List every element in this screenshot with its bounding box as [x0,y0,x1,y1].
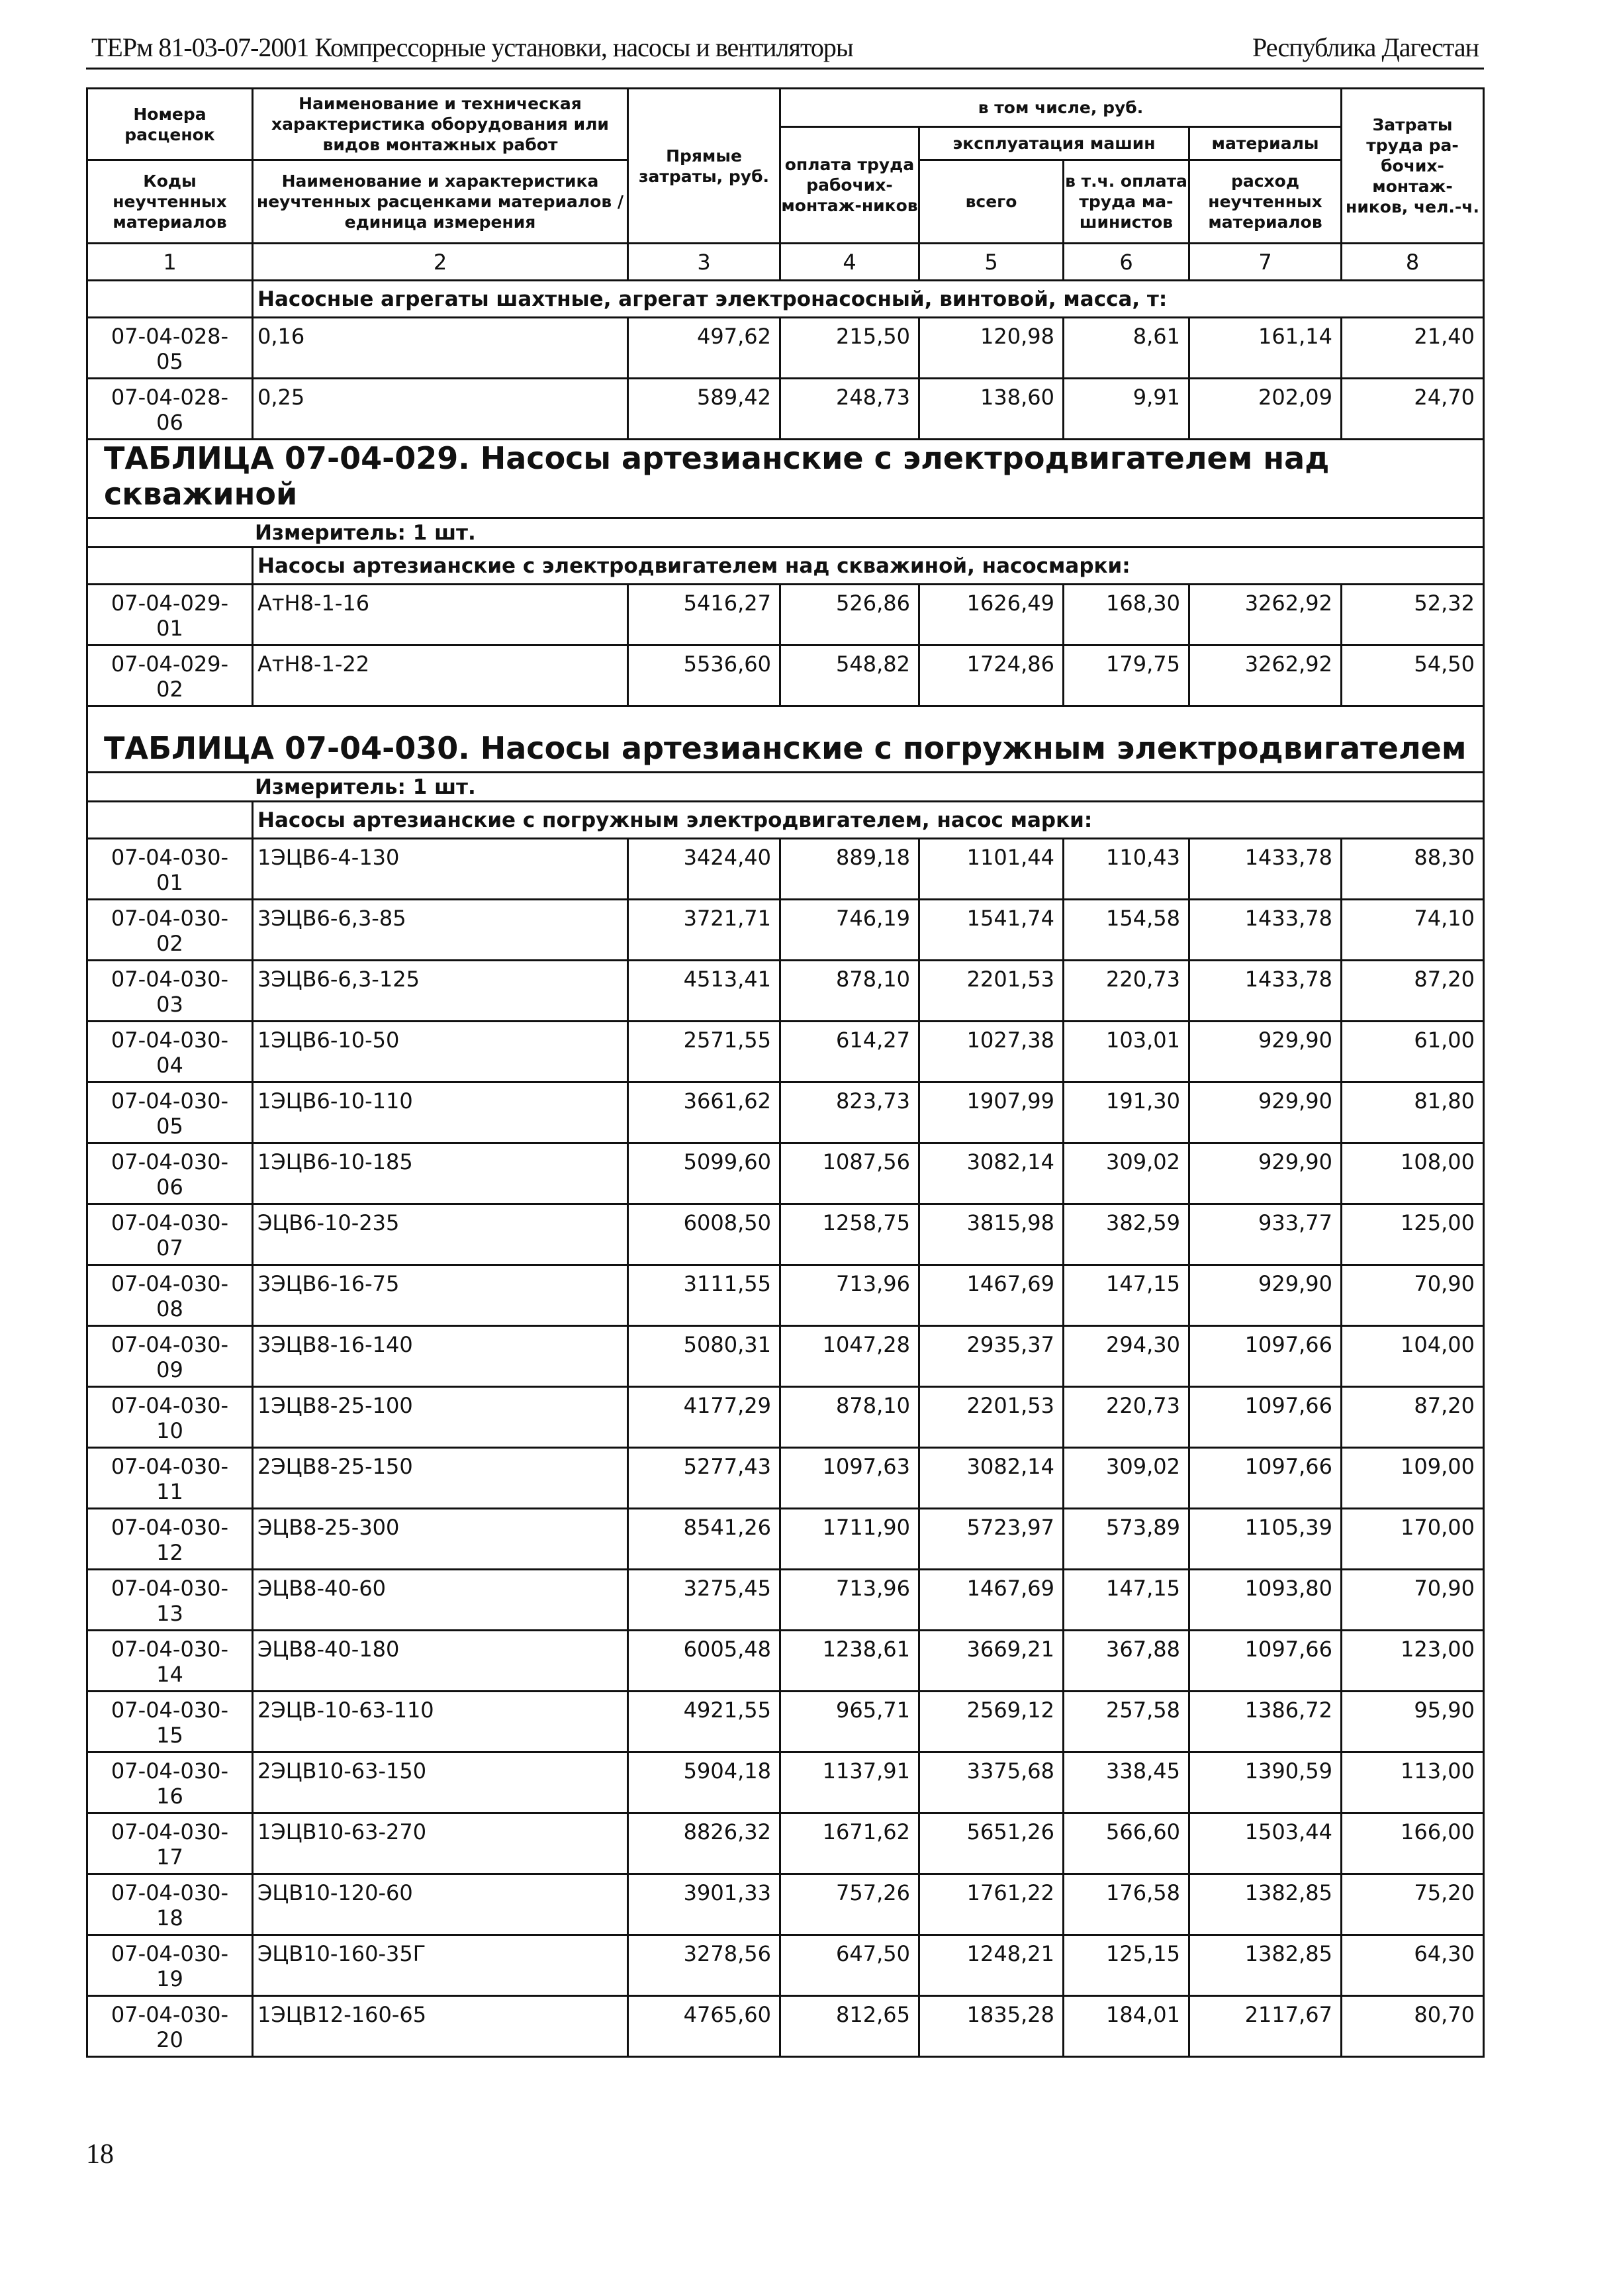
equipment-name: ЭЦВ10-160-35Г [253,1935,628,1996]
direct-costs: 4177,29 [628,1387,780,1448]
labor-hours: 70,90 [1342,1570,1484,1631]
rate-code: 07-04-030- 11 [87,1448,253,1509]
machines-total: 2935,37 [919,1326,1064,1387]
labor-pay: 1258,75 [780,1204,919,1265]
labor-pay: 812,65 [780,1996,919,2057]
rate-code: 07-04-030- 13 [87,1570,253,1631]
direct-costs: 4513,41 [628,961,780,1022]
materials-use: 1097,66 [1189,1448,1342,1509]
machines-total: 1724,86 [919,646,1064,706]
direct-costs: 8826,32 [628,1813,780,1874]
head-name-characteristics: Наименование и техническая характеристика оборудования или видов монтажных работ [253,89,628,160]
materials-use: 1382,85 [1189,1874,1342,1935]
rates-table [86,87,1485,2058]
machinists-pay: 147,15 [1064,1570,1189,1631]
machines-total: 3082,14 [919,1448,1064,1509]
direct-costs: 6008,50 [628,1204,780,1265]
materials-use: 161,14 [1189,318,1342,379]
labor-hours: 170,00 [1342,1509,1484,1570]
labor-pay: 1671,62 [780,1813,919,1874]
equipment-name: 1ЭЦВ12-160-65 [253,1996,628,2057]
labor-pay: 1087,56 [780,1143,919,1204]
labor-pay: 1047,28 [780,1326,919,1387]
rate-code: 07-04-030- 20 [87,1996,253,2057]
labor-pay: 823,73 [780,1082,919,1143]
rate-code: 07-04-030- 05 [87,1082,253,1143]
rate-code: 07-04-030- 02 [87,900,253,961]
direct-costs: 5099,60 [628,1143,780,1204]
column-number: 7 [1189,244,1342,281]
rate-code: 07-04-030- 16 [87,1752,253,1813]
labor-pay: 878,10 [780,1387,919,1448]
table-row [87,379,1484,440]
labor-hours: 109,00 [1342,1448,1484,1509]
materials-use: 2117,67 [1189,1996,1342,2057]
direct-costs: 3661,62 [628,1082,780,1143]
machinists-pay: 103,01 [1064,1022,1189,1082]
head-name-unit: Наименование и характеристика неучтенных расценками материалов / единица измерения [253,160,628,244]
head-machinists-pay: в т.ч. оплата труда ма-шинистов [1064,160,1189,244]
equipment-name: 0,25 [253,379,628,440]
table-title-row [87,440,1484,518]
materials-use: 1386,72 [1189,1692,1342,1752]
labor-hours: 113,00 [1342,1752,1484,1813]
rate-code: 07-04-030- 18 [87,1874,253,1935]
equipment-name: ЭЦВ8-40-60 [253,1570,628,1631]
page-number: 18 [86,2139,114,2170]
group-heading: Насосные агрегаты шахтные, агрегат электронасосный, винтовой, масса, т: [253,281,1484,318]
table-row [87,318,1484,379]
direct-costs: 589,42 [628,379,780,440]
labor-pay: 713,96 [780,1570,919,1631]
table-row [87,900,1484,961]
direct-costs: 5277,43 [628,1448,780,1509]
labor-hours: 64,30 [1342,1935,1484,1996]
machinists-pay: 309,02 [1064,1448,1189,1509]
machinists-pay: 154,58 [1064,900,1189,961]
labor-hours: 70,90 [1342,1265,1484,1326]
group-heading: Насосы артезианские с электродвигателем над скважиной, насосмарки: [253,548,1484,585]
machinists-pay: 110,43 [1064,839,1189,900]
labor-hours: 52,32 [1342,585,1484,646]
column-number: 2 [253,244,628,281]
labor-hours: 166,00 [1342,1813,1484,1874]
equipment-name: 2ЭЦВ-10-63-110 [253,1692,628,1752]
direct-costs: 2571,55 [628,1022,780,1082]
group-heading-spacer [87,281,253,318]
materials-use: 1097,66 [1189,1387,1342,1448]
direct-costs: 3275,45 [628,1570,780,1631]
rate-code: 07-04-030- 06 [87,1143,253,1204]
materials-use: 929,90 [1189,1022,1342,1082]
table-row [87,1265,1484,1326]
rate-code: 07-04-030- 01 [87,839,253,900]
labor-hours: 54,50 [1342,646,1484,706]
measure-cell [87,518,1484,548]
labor-hours: 87,20 [1342,1387,1484,1448]
labor-hours: 81,80 [1342,1082,1484,1143]
materials-use: 1093,80 [1189,1570,1342,1631]
rate-code: 07-04-030- 08 [87,1265,253,1326]
table-row [87,1448,1484,1509]
labor-hours: 95,90 [1342,1692,1484,1752]
labor-hours: 21,40 [1342,318,1484,379]
labor-pay: 757,26 [780,1874,919,1935]
rate-code: 07-04-030- 03 [87,961,253,1022]
table-row [87,1509,1484,1570]
equipment-name: ЭЦВ8-40-180 [253,1631,628,1692]
equipment-name: АтН8-1-22 [253,646,628,706]
rate-code: 07-04-030- 04 [87,1022,253,1082]
labor-pay: 1238,61 [780,1631,919,1692]
head-direct-costs: Прямые затраты, руб. [628,89,780,244]
machinists-pay: 382,59 [1064,1204,1189,1265]
head-machines: эксплуатация машин [919,127,1189,160]
measure-unit: Измеритель: 1 шт. [255,775,476,799]
direct-costs: 497,62 [628,318,780,379]
equipment-name: 1ЭЦВ8-25-100 [253,1387,628,1448]
materials-use: 929,90 [1189,1143,1342,1204]
direct-costs: 8541,26 [628,1509,780,1570]
direct-costs: 4765,60 [628,1996,780,2057]
equipment-name: 3ЭЦВ8-16-140 [253,1326,628,1387]
equipment-name: 3ЭЦВ6-6,3-85 [253,900,628,961]
table-title-row [87,706,1484,773]
direct-costs: 4921,55 [628,1692,780,1752]
machines-total: 3082,14 [919,1143,1064,1204]
equipment-name: ЭЦВ10-120-60 [253,1874,628,1935]
labor-pay: 713,96 [780,1265,919,1326]
rate-code: 07-04-029- 01 [87,585,253,646]
equipment-name: ЭЦВ6-10-235 [253,1204,628,1265]
machinists-pay: 168,30 [1064,585,1189,646]
machinists-pay: 176,58 [1064,1874,1189,1935]
labor-hours: 75,20 [1342,1874,1484,1935]
labor-hours: 104,00 [1342,1326,1484,1387]
labor-pay: 614,27 [780,1022,919,1082]
machinists-pay: 566,60 [1064,1813,1189,1874]
machinists-pay: 294,30 [1064,1326,1189,1387]
labor-pay: 1137,91 [780,1752,919,1813]
table-row [87,1326,1484,1387]
materials-use: 1390,59 [1189,1752,1342,1813]
column-number-row [87,244,1484,281]
labor-pay: 548,82 [780,646,919,706]
labor-pay: 1097,63 [780,1448,919,1509]
rate-code: 07-04-030- 10 [87,1387,253,1448]
labor-hours: 61,00 [1342,1022,1484,1082]
rate-code: 07-04-029- 02 [87,646,253,706]
table-row [87,1874,1484,1935]
head-rate-numbers: Номера расценок [87,89,253,160]
table-row [87,961,1484,1022]
machines-total: 1907,99 [919,1082,1064,1143]
table-row [87,1204,1484,1265]
table-row [87,1143,1484,1204]
labor-pay: 965,71 [780,1692,919,1752]
machines-total: 1027,38 [919,1022,1064,1082]
machines-total: 1541,74 [919,900,1064,961]
table-body [87,281,1484,2057]
labor-pay: 526,86 [780,585,919,646]
document-header-title: ТЕРм 81-03-07-2001 Компрессорные установки, насосы и вентиляторы [91,32,853,62]
materials-use: 933,77 [1189,1204,1342,1265]
equipment-name: АтН8-1-16 [253,585,628,646]
labor-hours: 74,10 [1342,900,1484,961]
labor-pay: 889,18 [780,839,919,900]
labor-hours: 24,70 [1342,379,1484,440]
machines-total: 1467,69 [919,1570,1064,1631]
machinists-pay: 184,01 [1064,1996,1189,2057]
direct-costs: 3721,71 [628,900,780,961]
column-number: 8 [1342,244,1484,281]
machinists-pay: 179,75 [1064,646,1189,706]
table-row [87,1387,1484,1448]
direct-costs: 5080,31 [628,1326,780,1387]
measure-row [87,518,1484,548]
machinists-pay: 147,15 [1064,1265,1189,1326]
machinists-pay: 125,15 [1064,1935,1189,1996]
direct-costs: 6005,48 [628,1631,780,1692]
labor-hours: 87,20 [1342,961,1484,1022]
rate-code: 07-04-028- 05 [87,318,253,379]
document-header-region: Республика Дагестан [1252,32,1479,62]
machines-total: 138,60 [919,379,1064,440]
head-unaccounted-materials: расход неучтенных материалов [1189,160,1342,244]
machines-total: 2569,12 [919,1692,1064,1752]
machines-total: 5651,26 [919,1813,1064,1874]
table-row [87,1996,1484,2057]
machines-total: 1467,69 [919,1265,1064,1326]
rate-code: 07-04-030- 17 [87,1813,253,1874]
machines-total: 3669,21 [919,1631,1064,1692]
measure-row [87,773,1484,802]
group-heading-row [87,281,1484,318]
column-number: 6 [1064,244,1189,281]
machinists-pay: 220,73 [1064,961,1189,1022]
table-row [87,1631,1484,1692]
machinists-pay: 573,89 [1064,1509,1189,1570]
column-number: 3 [628,244,780,281]
labor-pay: 878,10 [780,961,919,1022]
machines-total: 1626,49 [919,585,1064,646]
machinists-pay: 257,58 [1064,1692,1189,1752]
labor-pay: 647,50 [780,1935,919,1996]
head-material-codes: Коды неучтенных материалов [87,160,253,244]
rate-code: 07-04-030- 14 [87,1631,253,1692]
direct-costs: 3278,56 [628,1935,780,1996]
machines-total: 1761,22 [919,1874,1064,1935]
table-row [87,1752,1484,1813]
labor-pay: 1711,90 [780,1509,919,1570]
column-number: 1 [87,244,253,281]
equipment-name: 0,16 [253,318,628,379]
materials-use: 1503,44 [1189,1813,1342,1874]
machinists-pay: 9,91 [1064,379,1189,440]
rate-code: 07-04-030- 12 [87,1509,253,1570]
equipment-name: 1ЭЦВ6-10-50 [253,1022,628,1082]
machinists-pay: 309,02 [1064,1143,1189,1204]
measure-cell [87,773,1484,802]
equipment-name: 1ЭЦВ6-10-185 [253,1143,628,1204]
column-number: 5 [919,244,1064,281]
materials-use: 1433,78 [1189,961,1342,1022]
rate-code: 07-04-028- 06 [87,379,253,440]
equipment-name: 3ЭЦВ6-16-75 [253,1265,628,1326]
direct-costs: 3111,55 [628,1265,780,1326]
materials-use: 1382,85 [1189,1935,1342,1996]
head-machines-total: всего [919,160,1064,244]
running-header [86,28,1484,70]
materials-use: 3262,92 [1189,585,1342,646]
machinists-pay: 8,61 [1064,318,1189,379]
column-number: 4 [780,244,919,281]
group-heading-spacer [87,802,253,839]
head-labor-pay: оплата труда рабочих-монтаж-ников [780,127,919,244]
group-heading-row [87,548,1484,585]
group-heading-row [87,802,1484,839]
direct-costs: 5904,18 [628,1752,780,1813]
machinists-pay: 367,88 [1064,1631,1189,1692]
table-row [87,1813,1484,1874]
table-row [87,1935,1484,1996]
labor-pay: 215,50 [780,318,919,379]
equipment-name: 3ЭЦВ6-6,3-125 [253,961,628,1022]
table-row [87,1692,1484,1752]
head-materials: материалы [1189,127,1342,160]
head-including: в том числе, руб. [780,89,1342,127]
machines-total: 120,98 [919,318,1064,379]
table-head [87,89,1484,281]
equipment-name: 1ЭЦВ6-10-110 [253,1082,628,1143]
machinists-pay: 220,73 [1064,1387,1189,1448]
head-labor-costs: Затраты труда ра-бочих-монтаж-ников, чел.-ч. [1342,89,1484,244]
labor-hours: 123,00 [1342,1631,1484,1692]
equipment-name: 2ЭЦВ8-25-150 [253,1448,628,1509]
materials-use: 929,90 [1189,1265,1342,1326]
direct-costs: 5416,27 [628,585,780,646]
rate-code: 07-04-030- 19 [87,1935,253,1996]
measure-unit: Измеритель: 1 шт. [255,520,476,545]
direct-costs: 3424,40 [628,839,780,900]
materials-use: 1097,66 [1189,1631,1342,1692]
materials-use: 3262,92 [1189,646,1342,706]
labor-hours: 125,00 [1342,1204,1484,1265]
direct-costs: 5536,60 [628,646,780,706]
table-row [87,1022,1484,1082]
machines-total: 5723,97 [919,1509,1064,1570]
labor-hours: 88,30 [1342,839,1484,900]
rate-code: 07-04-030- 09 [87,1326,253,1387]
table-row [87,585,1484,646]
machines-total: 1835,28 [919,1996,1064,2057]
table-row [87,839,1484,900]
labor-pay: 248,73 [780,379,919,440]
equipment-name: 2ЭЦВ10-63-150 [253,1752,628,1813]
group-heading-spacer [87,548,253,585]
machines-total: 3375,68 [919,1752,1064,1813]
materials-use: 1105,39 [1189,1509,1342,1570]
table-row [87,1082,1484,1143]
rate-code: 07-04-030- 15 [87,1692,253,1752]
materials-use: 1097,66 [1189,1326,1342,1387]
rate-code: 07-04-030- 07 [87,1204,253,1265]
group-heading: Насосы артезианские с погружным электродвигателем, насос марки: [253,802,1484,839]
machines-total: 2201,53 [919,961,1064,1022]
labor-hours: 80,70 [1342,1996,1484,2057]
machines-total: 1101,44 [919,839,1064,900]
table-row [87,1570,1484,1631]
table-row [87,646,1484,706]
machines-total: 3815,98 [919,1204,1064,1265]
machines-total: 1248,21 [919,1935,1064,1996]
materials-use: 202,09 [1189,379,1342,440]
equipment-name: 1ЭЦВ10-63-270 [253,1813,628,1874]
materials-use: 1433,78 [1189,900,1342,961]
table-title: ТАБЛИЦА 07-04-030. Насосы артезианские с погружным электродвигателем [87,706,1484,773]
materials-use: 929,90 [1189,1082,1342,1143]
labor-pay: 746,19 [780,900,919,961]
machinists-pay: 191,30 [1064,1082,1189,1143]
table-title: ТАБЛИЦА 07-04-029. Насосы артезианские с электродвигателем над скважиной [87,440,1484,518]
machines-total: 2201,53 [919,1387,1064,1448]
machinists-pay: 338,45 [1064,1752,1189,1813]
equipment-name: ЭЦВ8-25-300 [253,1509,628,1570]
materials-use: 1433,78 [1189,839,1342,900]
labor-hours: 108,00 [1342,1143,1484,1204]
equipment-name: 1ЭЦВ6-4-130 [253,839,628,900]
direct-costs: 3901,33 [628,1874,780,1935]
